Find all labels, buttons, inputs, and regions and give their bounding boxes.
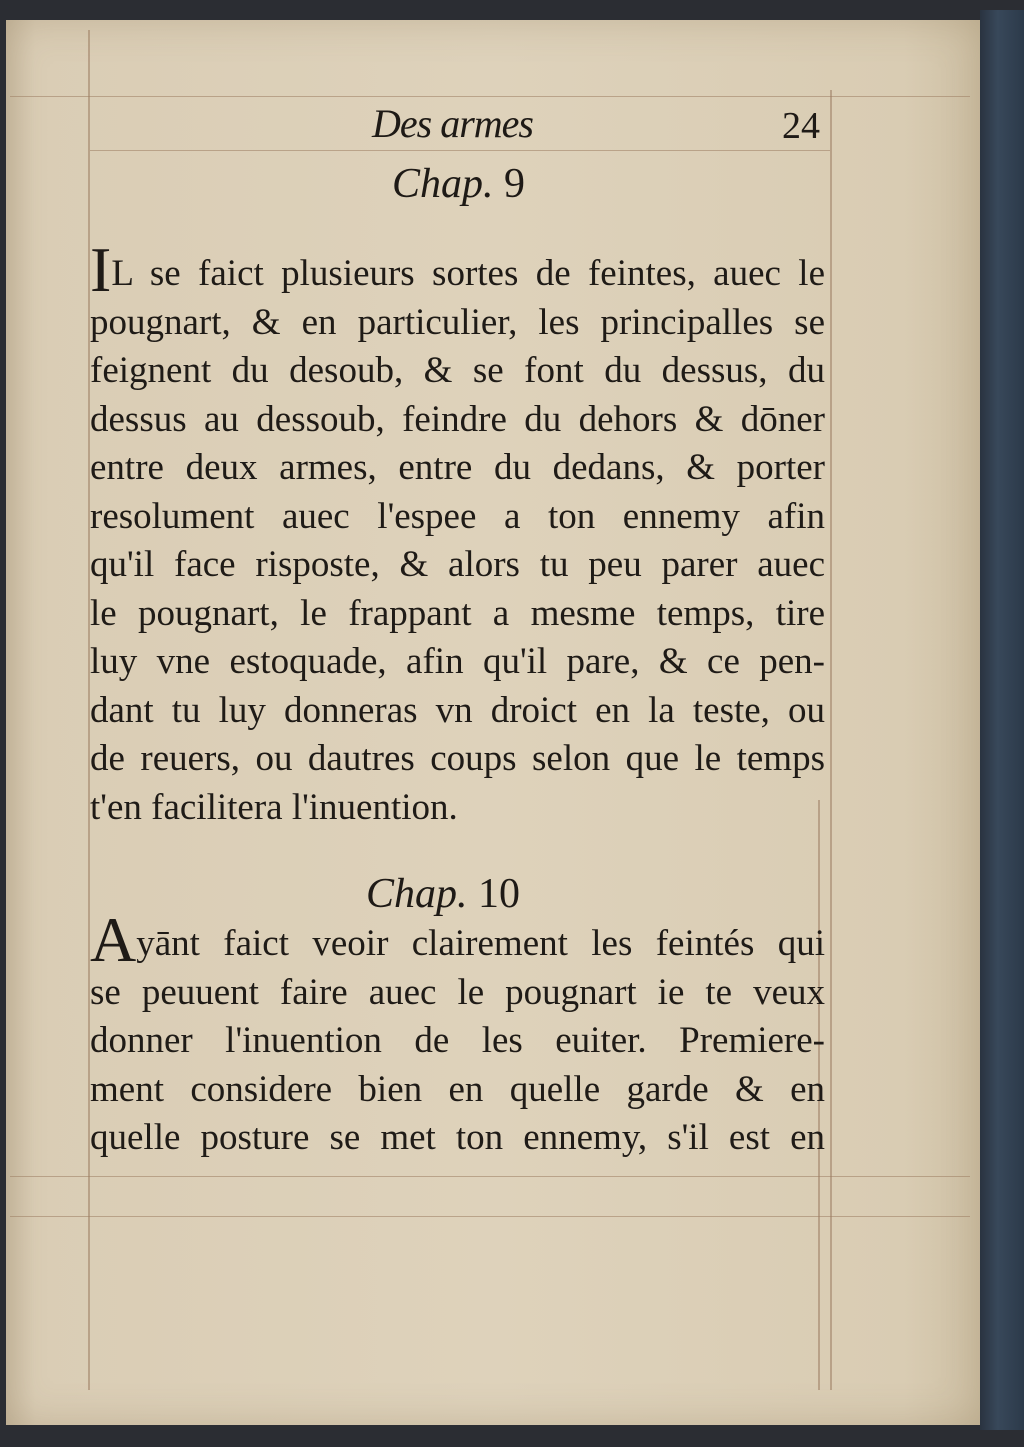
chapter-number: 9: [504, 161, 526, 207]
running-title: Des armes: [372, 101, 533, 146]
chapter-label: Chap.: [392, 161, 494, 207]
text-line: luy vne estoquade, afin qu'il pare, & ce pen-: [90, 641, 825, 682]
header-rule-top: [10, 96, 970, 97]
chapter-number: 10: [478, 871, 521, 917]
header-rule-bottom: [90, 150, 830, 151]
text-line: quelle posture se met ton ennemy, s'il est en: [90, 1117, 825, 1158]
book-cover-edge: [980, 10, 1024, 1430]
text-line: se peuuent faire auec le pougnart ie te veux: [90, 971, 825, 1013]
text-line: ment considere bien en quelle garde & en: [90, 1068, 825, 1110]
margin-rule-right: [830, 90, 832, 1390]
chapter-heading: [366, 870, 520, 918]
chapter-label: Chap.: [366, 871, 468, 917]
chapter-text: [90, 234, 825, 832]
page-number: 24: [782, 105, 820, 147]
text-line: le pougnart, le frappant a mesme temps, tire: [90, 592, 825, 634]
text-line: IL se faict plusieurs sortes de feintes, auec le: [90, 234, 825, 305]
text-line: dant tu luy donneras vn droict en la teste, ou: [90, 689, 825, 731]
text-line: dessus au dessoub, feindre du dehors & dōner: [90, 398, 825, 440]
drop-cap: A: [90, 904, 137, 975]
chapter-text: [90, 904, 825, 1163]
text-line: entre deux armes, entre du dedans, & porter: [90, 447, 825, 488]
text-line: pougnart, & en particulier, les principalles se: [90, 301, 825, 343]
text-line: t'en facilitera l'inuention.: [90, 786, 458, 828]
text-line: donner l'inuention de les euiter. Premiere-: [90, 1020, 825, 1061]
footer-rule: [10, 1216, 970, 1217]
text-line: qu'il face risposte, & alors tu peu parer auec: [90, 544, 825, 585]
drop-cap: I: [90, 234, 112, 305]
text-line: feignent du desoub, & se font du dessus, du: [90, 350, 825, 391]
text-block-rule-bottom: [10, 1176, 970, 1177]
text-line: Ayānt faict veoir clairement les feintés qui: [90, 904, 825, 975]
text-line: de reuers, ou dautres coups selon que le temps: [90, 738, 825, 779]
chapter-heading: [392, 160, 525, 208]
text-line: resolument auec l'espee a ton ennemy afin: [90, 495, 825, 537]
